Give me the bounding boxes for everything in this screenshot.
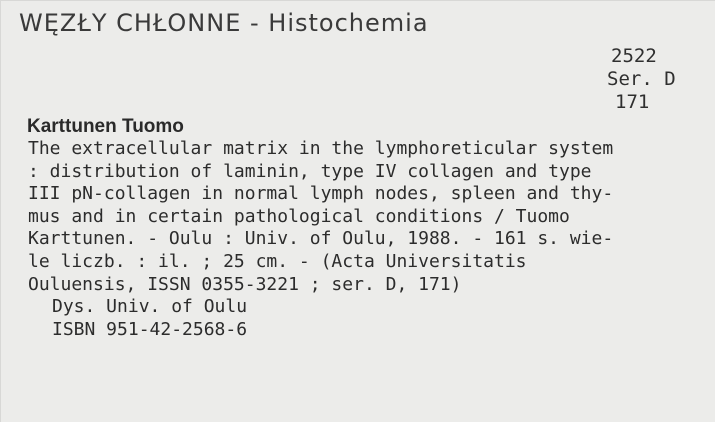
description-line: III pN-collagen in normal lymph nodes, spleen and thy- — [28, 183, 614, 205]
thesis-note: Dys. Univ. of Oulu — [52, 296, 248, 318]
description-line: The extracellular matrix in the lymphoreticular system — [28, 138, 614, 159]
call-number-line: Ser. D — [607, 68, 676, 90]
bibliographic-description — [28, 138, 613, 341]
description-line: mus and in certain pathological conditions / Tuomo — [28, 205, 570, 227]
description-line: Karttunen. - Oulu : Univ. of Oulu, 1988. - 161 s. wie- — [28, 228, 614, 250]
description-line: le liczb. : il. ; 25 cm. - (Acta Universitatis — [28, 250, 527, 272]
call-number-line: 171 — [615, 91, 650, 113]
author-name: Karttunen Tuomo — [27, 116, 184, 137]
description-line: : distribution of laminin, type IV collagen and type — [28, 160, 592, 182]
subject-heading: WĘZŁY CHŁONNE - Histochemia — [19, 9, 429, 37]
isbn-note: ISBN 951-42-2568-6 — [52, 318, 248, 340]
call-number-line: 2522 — [611, 45, 657, 67]
description-line: Ouluensis, ISSN 0355-3221 ; ser. D, 171) — [28, 273, 462, 295]
